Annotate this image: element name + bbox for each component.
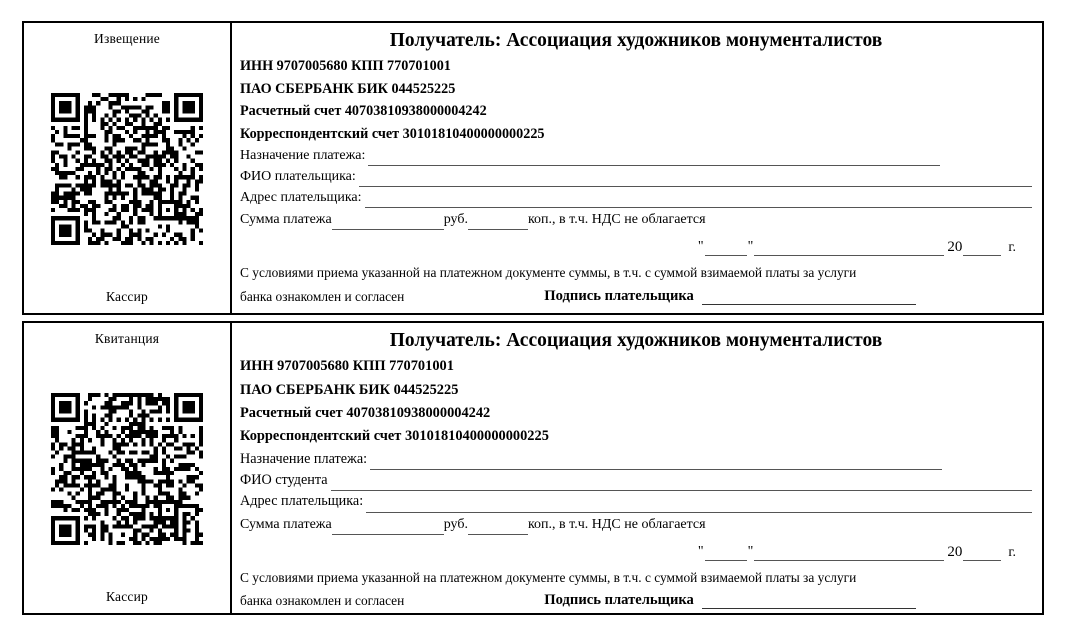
- date-year-suffix: г.: [1008, 544, 1016, 560]
- qr-code-container: [28, 347, 226, 590]
- payment-sum-field: [240, 209, 1032, 230]
- kopecks-vat-label: коп., в т.ч. НДС не облагается: [527, 212, 706, 228]
- signature-label: Подпись плательщика: [544, 592, 694, 608]
- coupon-body-kvitanciya: [232, 323, 1042, 613]
- payer-address-field: [240, 187, 1032, 208]
- coupon-body-izveshchenie: [232, 23, 1042, 313]
- student-name-input[interactable]: [331, 477, 1032, 491]
- stub-bottom-label: Кассир: [106, 289, 148, 305]
- inn-kpp-line: ИНН 9707005680 КПП 770701001: [240, 58, 451, 75]
- recipient-title: Получатель: Ассоциация художников монументалистов: [389, 30, 883, 51]
- date-field: [240, 239, 1032, 256]
- bank-bik-line: ПАО СБЕРБАНК БИК 044525225: [240, 381, 459, 398]
- payer-address-label: Адрес плательщика:: [240, 190, 362, 206]
- inn-kpp-line: ИНН 9707005680 КПП 770701001: [240, 358, 454, 375]
- rubles-unit-label: руб.: [443, 516, 468, 532]
- payment-purpose-label: Назначение платежа:: [240, 450, 368, 467]
- date-quote-open: ": [697, 239, 704, 255]
- payment-sum-rubles-input[interactable]: [332, 521, 444, 535]
- date-field: [240, 544, 1032, 561]
- payer-address-input[interactable]: [366, 499, 1032, 513]
- terms-line-2: банка ознакомлен и согласен: [240, 593, 405, 608]
- stub-top-label: Квитанция: [94, 331, 160, 346]
- payment-sum-rubles-input[interactable]: [332, 216, 444, 230]
- date-year-input[interactable]: [963, 547, 1001, 561]
- stub-top-label: Извещение: [94, 31, 160, 46]
- bank-bik-line: ПАО СБЕРБАНК БИК 044525225: [240, 80, 456, 97]
- payment-sum-label: Сумма платежа: [240, 212, 332, 228]
- payment-purpose-input[interactable]: [370, 456, 942, 470]
- payer-name-field: [240, 166, 1032, 187]
- coupon-izveshchenie: [22, 21, 1044, 315]
- date-year-prefix: 20: [947, 239, 963, 256]
- rubles-unit-label: руб.: [443, 212, 468, 228]
- coupon-kvitanciya: [22, 321, 1044, 615]
- qr-code-container: [28, 47, 226, 290]
- date-month-input[interactable]: [754, 547, 944, 561]
- recipient-title: Получатель: Ассоциация художников монументалистов: [389, 330, 883, 351]
- correspondent-account-line: Корреспондентский счет 30101810400000000225: [240, 125, 545, 142]
- settlement-account-line: Расчетный счет 40703810938000004242: [240, 405, 491, 422]
- stub-izveshchenie: [24, 23, 232, 313]
- payer-address-label: Адрес плательщика:: [240, 493, 364, 510]
- payer-name-input[interactable]: [359, 173, 1032, 187]
- stub-kvitanciya: [24, 323, 232, 613]
- date-quote-close: ": [747, 239, 754, 255]
- correspondent-account-line: Корреспондентский счет 30101810400000000225: [240, 428, 549, 445]
- payment-sum-kopecks-input[interactable]: [468, 521, 528, 535]
- payer-address-input[interactable]: [365, 194, 1032, 208]
- terms-line-1: С условиями приема указанной на платежном документе суммы, в т.ч. с суммой взимаемой платы за услуги: [240, 569, 857, 585]
- date-day-input[interactable]: [705, 547, 747, 561]
- date-quote-open: ": [697, 543, 704, 559]
- date-year-prefix: 20: [947, 543, 963, 560]
- qr-code-payment: [51, 393, 203, 545]
- date-year-suffix: г.: [1008, 240, 1016, 256]
- payer-address-field: [240, 491, 1032, 512]
- payment-purpose-input[interactable]: [368, 152, 940, 166]
- date-year-input[interactable]: [963, 242, 1001, 256]
- signature-row: [240, 592, 1032, 609]
- date-quote-close: ": [747, 543, 754, 559]
- payment-purpose-field: [240, 145, 1032, 166]
- payer-name-label: ФИО плательщика:: [240, 169, 356, 185]
- payment-sum-label: Сумма платежа: [240, 516, 332, 532]
- settlement-account-line: Расчетный счет 40703810938000004242: [240, 103, 487, 120]
- signature-label: Подпись плательщика: [544, 287, 694, 304]
- signature-row: [240, 288, 1032, 305]
- signature-input[interactable]: [702, 595, 916, 609]
- terms-line-1: С условиями приема указанной на платежном документе суммы, в т.ч. с суммой взимаемой платы за услуги: [240, 265, 857, 281]
- payment-purpose-label: Назначение платежа:: [240, 148, 366, 164]
- payment-purpose-field: [240, 449, 1032, 470]
- signature-input[interactable]: [702, 291, 916, 305]
- date-day-input[interactable]: [705, 242, 747, 256]
- student-name-label: ФИО студента: [240, 472, 328, 489]
- stub-bottom-label: Кассир: [106, 589, 148, 605]
- payment-sum-kopecks-input[interactable]: [468, 216, 528, 230]
- payment-sum-field: [240, 514, 1032, 535]
- date-month-input[interactable]: [754, 242, 944, 256]
- kopecks-vat-label: коп., в т.ч. НДС не облагается: [527, 516, 706, 532]
- student-name-field: [240, 470, 1032, 491]
- terms-line-2: банка ознакомлен и согласен: [240, 288, 405, 304]
- qr-code-payment: [51, 93, 203, 245]
